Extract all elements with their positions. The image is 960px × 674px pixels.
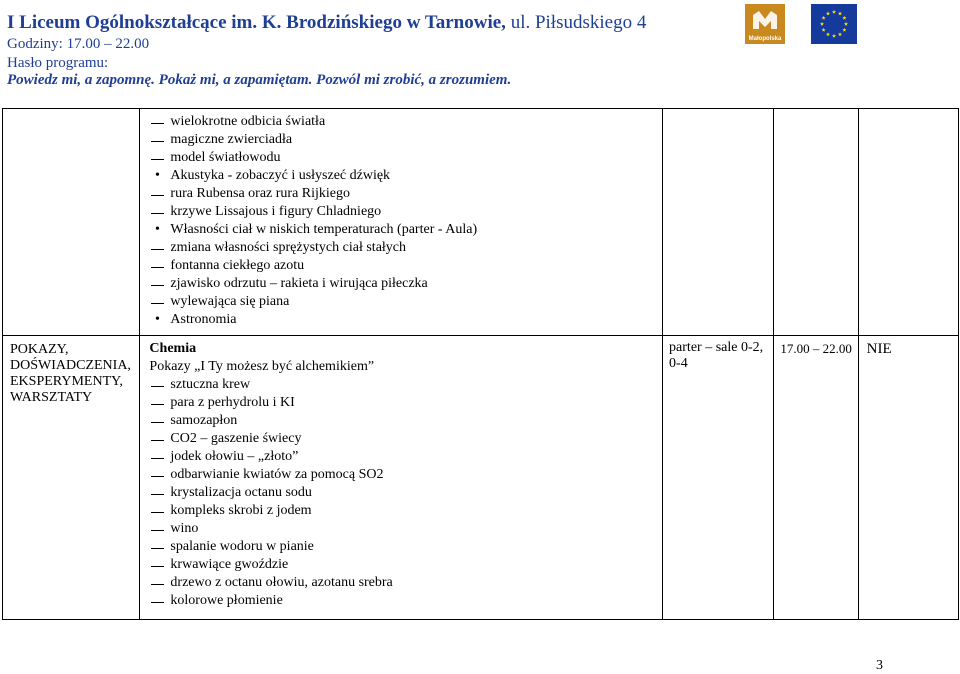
eu-stars-icon <box>811 4 857 44</box>
list-item-text: drzewo z octanu ołowiu, azotanu srebra <box>170 575 393 590</box>
school-title-bold: I Liceum Ogólnokształcące im. K. Brodzińskiego w Tarnowie, <box>7 12 506 33</box>
list-item <box>149 430 662 448</box>
list-item <box>149 394 662 412</box>
list-item-text: fontanna ciekłego azotu <box>170 258 305 273</box>
list-item-text: kompleks skrobi z jodem <box>170 503 312 518</box>
list-item <box>149 556 662 574</box>
table-row <box>3 336 959 620</box>
category-line: WARSZTATY <box>10 390 93 405</box>
list-item <box>149 275 662 293</box>
location-line: 0-4 <box>669 356 688 371</box>
list-item-text: model światłowodu <box>170 150 281 165</box>
school-address: ul. Piłsudskiego 4 <box>510 12 647 33</box>
list-item-text: odbarwianie kwiatów za pomocą SO2 <box>170 467 384 482</box>
list-item <box>149 203 662 221</box>
category-text <box>3 336 139 406</box>
list-item <box>149 311 662 329</box>
eu-star-icon <box>826 11 830 15</box>
section-title: Chemia <box>149 341 197 356</box>
malopolska-logo-text: Małopolska <box>748 36 782 42</box>
list-item <box>149 592 662 610</box>
logos <box>745 4 857 44</box>
motto-label: Hasło programu: <box>7 55 109 71</box>
eu-flag <box>811 4 857 44</box>
list-item-text: wino <box>170 521 199 536</box>
school-title <box>7 12 727 34</box>
activities-list <box>149 376 662 610</box>
list-item <box>149 448 662 466</box>
availability-text: NIE <box>866 341 892 357</box>
list-item <box>149 113 662 131</box>
eu-star-icon <box>832 10 836 14</box>
malopolska-logo <box>745 4 785 44</box>
list-item-text: zmiana własności sprężystych ciał stałych <box>170 240 407 255</box>
list-item-text: krzywe Lissajous i figury Chladniego <box>170 204 382 219</box>
activities-cell <box>140 336 663 620</box>
eu-star-icon <box>832 34 836 38</box>
list-item <box>149 376 662 394</box>
list-item <box>149 574 662 592</box>
eu-star-icon <box>826 32 830 36</box>
availability-cell <box>858 109 958 336</box>
list-item-text: krwawiące gwoździe <box>170 557 289 572</box>
category-cell <box>3 336 140 620</box>
list-item-text: kolorowe płomienie <box>170 593 283 608</box>
category-line: POKAZY, <box>10 342 69 357</box>
time-cell <box>774 336 858 620</box>
list-item-text: Akustyka - zobaczyć i usłyszeć dźwięk <box>170 168 391 183</box>
eu-star-icon <box>822 16 826 20</box>
eu-star-icon <box>838 11 842 15</box>
list-item <box>149 185 662 203</box>
list-item-text: magiczne zwierciadła <box>170 132 293 147</box>
eu-star-icon <box>844 22 848 26</box>
eu-star-icon <box>838 32 842 36</box>
page-number: 3 <box>876 658 883 673</box>
list-item <box>149 538 662 556</box>
category-cell <box>3 109 140 336</box>
availability-cell <box>858 336 958 620</box>
chemistry-section <box>140 336 662 610</box>
program-table <box>2 108 959 620</box>
activities-list <box>140 109 662 329</box>
list-item <box>149 412 662 430</box>
list-item-text: wylewająca się piana <box>170 294 290 309</box>
document-header <box>7 12 727 89</box>
location-cell <box>663 109 774 336</box>
location-text <box>663 336 773 372</box>
time-cell <box>774 109 858 336</box>
list-item <box>149 484 662 502</box>
list-item-text: sztuczna krew <box>170 377 251 392</box>
list-item <box>149 257 662 275</box>
location-line: parter – sale 0-2, <box>669 340 764 355</box>
table-row <box>3 109 959 336</box>
category-line: DOŚWIADCZENIA, <box>10 358 131 373</box>
activities-cell <box>140 109 663 336</box>
list-item-text: spalanie wodoru w pianie <box>170 539 314 554</box>
list-item-text: rura Rubensa oraz rura Rijkiego <box>170 186 351 201</box>
list-item <box>149 131 662 149</box>
hours-line: Godziny: 17.00 – 22.00 <box>7 36 150 52</box>
malopolska-emblem-icon <box>751 9 779 31</box>
list-item-text: Własności ciał w niskich temperaturach (parter - Aula) <box>170 222 478 237</box>
bullet-icon: • <box>154 312 160 327</box>
list-item-text: jodek ołowiu – „złoto” <box>170 449 299 464</box>
motto-text: Powiedz mi, a zapomnę. Pokaż mi, a zapamiętam. Pozwól mi zrobić, a zrozumiem. <box>7 72 512 88</box>
eu-star-icon <box>842 16 846 20</box>
bullet-icon: • <box>154 222 160 237</box>
list-item-text: wielokrotne odbicia światła <box>170 114 326 129</box>
list-item <box>149 149 662 167</box>
list-item <box>149 293 662 311</box>
eu-star-icon <box>822 28 826 32</box>
list-item-text: samozapłon <box>170 413 238 428</box>
eu-star-icon <box>842 28 846 32</box>
bullet-icon: • <box>154 168 160 183</box>
list-item <box>149 167 662 185</box>
list-item-text: zjawisko odrzutu – rakieta i wirująca piłeczka <box>170 276 428 291</box>
list-item <box>149 221 662 239</box>
eu-star-icon <box>820 22 824 26</box>
list-item-text: krystalizacja octanu sodu <box>170 485 312 500</box>
section-subtitle: Pokazy „I Ty możesz być alchemikiem” <box>149 359 375 374</box>
location-cell <box>663 336 774 620</box>
list-item-text: para z perhydrolu i KI <box>170 395 295 410</box>
list-item <box>149 239 662 257</box>
category-line: EKSPERYMENTY, <box>10 374 123 389</box>
list-item <box>149 520 662 538</box>
list-item-text: Astronomia <box>170 312 237 327</box>
time-text: 17.00 – 22.00 <box>780 341 852 356</box>
list-item <box>149 466 662 484</box>
list-item-text: CO2 – gaszenie świecy <box>170 431 302 446</box>
list-item <box>149 502 662 520</box>
